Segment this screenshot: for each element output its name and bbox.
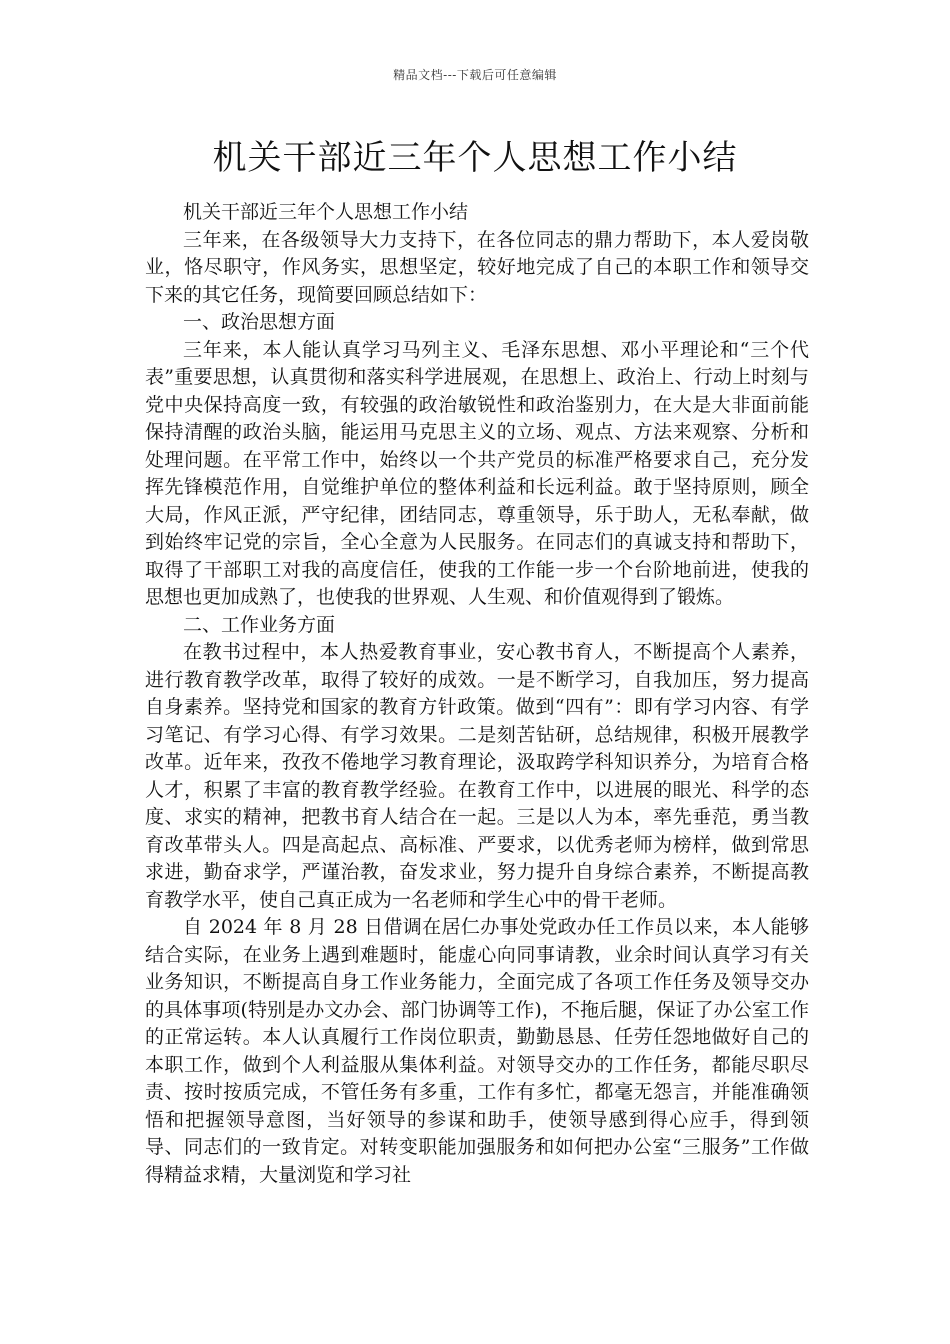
section-heading-work: 二、工作业务方面 (183, 613, 336, 636)
office-work-paragraph: 自 2024 年 8 月 28 日借调在居仁办事处党政办任工作员以来，本人能够结合实际，在业务上遇到难题时，能虚心向同事请教，业余时间认真学习有关业务知识，不断提高自身工作业务能力，全面完成了各项工作任务及领导交办的具体事项(特别是办文办会、部门协调等工作)，不拖后腿，保证了办公室工作的正常运转。本人认真履行工作岗位职责，勤勤恳恳、任劳任怨地做好自己的本职工作，做到个人利益服从集体利益。对领导交办的工作任务，都能尽职尽责、按时按质完成，不管任务有多重，工作有多忙，都毫无怨言，并能准确领悟和把握领导意图，当好领导的参谋和助手，使领导感到得心应手，得到领导、同志们的一致肯定。对转变职能加强服务和如何把办公室“三服务”工作做得精益求精，大量浏览和学习社 (145, 916, 809, 1186)
document-title: 机关干部近三年个人思想工作小结 (212, 138, 738, 178)
header-note: 精品文档---下载后可任意编辑 (393, 68, 557, 82)
document-body (145, 199, 809, 1189)
subtitle-paragraph: 机关干部近三年个人思想工作小结 (183, 201, 469, 223)
intro-paragraph: 三年来，在各级领导大力支持下，在各位同志的鼎力帮助下，本人爱岗敬业，恪尽职守，作风务实，思想坚定，较好地完成了自己的本职工作和领导交下来的其它任务，现简要回顾总结如下： (145, 228, 809, 306)
political-paragraph: 三年来，本人能认真学习马列主义、毛泽东思想、邓小平理论和“三个代表”重要思想，认真贯彻和落实科学进展观，在思想上、政治上、行动上时刻与党中央保持高度一致，有较强的政治敏锐性和政治鉴别力，在大是大非面前能保持清醒的政治头脑，能运用马克思主义的立场、观点、方法来观察、分析和处理问题。在平常工作中，始终以一个共产党员的标准严格要求自己，充分发挥先锋模范作用，自觉维护单位的整体利益和长远利益。敢于坚持原则，顾全大局，作风正派，严守纪律，团结同志，尊重领导，乐于助人，无私奉献，做到始终牢记党的宗旨，全心全意为人民服务。在同志们的真诚支持和帮助下，取得了干部职工对我的高度信任，使我的工作能一步一个台阶地前进，使我的思想也更加成熟了，也使我的世界观、人生观、和价值观得到了锻炼。 (145, 338, 809, 608)
teaching-paragraph: 在教书过程中，本人热爱教育事业，安心教书育人，不断提高个人素养，进行教育教学改革，取得了较好的成效。一是不断学习，自我加压，努力提高自身素养。坚持党和国家的教育方针政策。做到“四有”：即有学习内容、有学习笔记、有学习心得、有学习效果。二是刻苦钻研，总结规律，积极开展教学改革。近年来，孜孜不倦地学习教育理论，汲取跨学科知识养分，为培育合格人才，积累了丰富的教育教学经验。在教育工作中，以进展的眼光、科学的态度、求实的精神，把教书育人结合在一起。三是以人为本，率先垂范，勇当教育改革带头人。四是高起点、高标准、严要求，以优秀老师为榜样，做到常思求进，勤奋求学，严谨治教，奋发求业，努力提升自身综合素养，不断提高教育教学水平，使自己真正成为一名老师和学生心中的骨干老师。 (145, 641, 809, 911)
section-heading-political: 一、政治思想方面 (183, 311, 336, 333)
